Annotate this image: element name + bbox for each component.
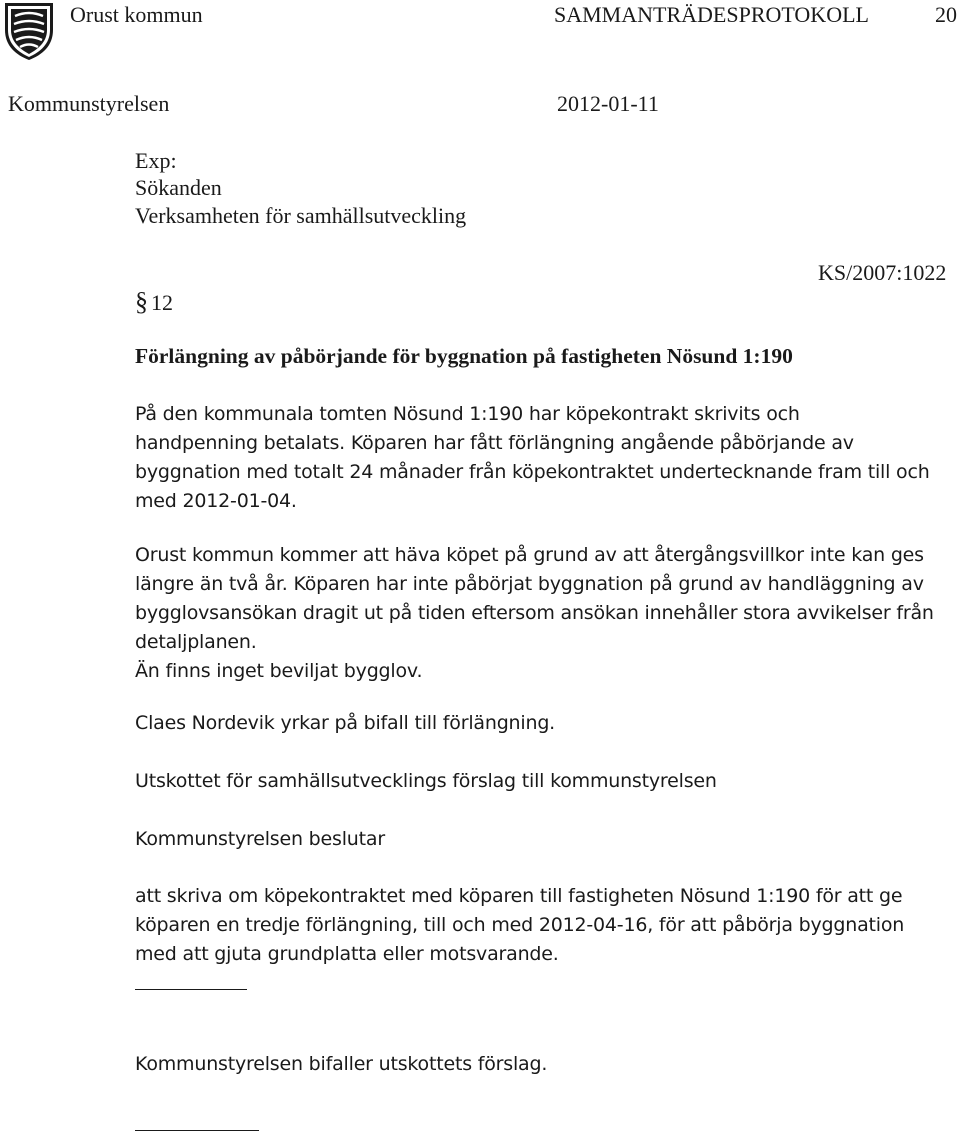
paragraph-decision-heading <box>135 825 955 854</box>
paragraph-line: med att gjuta grundplatta eller motsvarande. <box>135 943 559 965</box>
paragraph-line: köparen en tredje förlängning, till och med 2012-04-16, för att påbörja byggnation <box>135 914 905 936</box>
paragraph-line: längre än två år. Köparen har inte påbörjat byggnation på grund av handläggning av <box>135 573 924 595</box>
paragraph-line: byggnation med totalt 24 månader från köpekontraktet undertecknande fram till och <box>135 461 930 483</box>
expedition-recipient: Sökanden <box>135 175 222 200</box>
paragraph-line: Utskottet för samhällsutvecklings förslag till kommunstyrelsen <box>135 770 717 792</box>
paragraph-committee-proposal <box>135 767 955 796</box>
paragraph-motion <box>135 709 955 738</box>
expedition-recipient: Verksamheten för samhällsutveckling <box>135 203 467 228</box>
paragraph-background <box>135 400 955 516</box>
paragraph-line: Claes Nordevik yrkar på bifall till förlängning. <box>135 712 556 734</box>
case-number: KS/2007:1022 <box>818 260 947 285</box>
separator-rule <box>135 1130 259 1131</box>
paragraph-line: På den kommunala tomten Nösund 1:190 har köpekontrakt skrivits och <box>135 403 800 425</box>
page-title: Förlängning av påbörjande för byggnation på fastigheten Nösund 1:190 <box>135 344 793 368</box>
paragraph-line: Orust kommun kommer att häva köpet på grund av att återgångsvillkor inte kan ges <box>135 544 924 566</box>
paragraph-line: Än finns inget beviljat bygglov. <box>135 660 423 682</box>
page-number: 20 <box>935 2 957 27</box>
paragraph-line: med 2012-01-04. <box>135 490 297 512</box>
paragraph-decision <box>135 882 955 969</box>
separator-rule <box>135 989 247 990</box>
section-number: 12 <box>151 290 173 315</box>
coat-of-arms-icon <box>2 0 56 62</box>
paragraph-final-decision <box>135 1050 955 1079</box>
paragraph-line: Kommunstyrelsen bifaller utskottets förslag. <box>135 1053 548 1075</box>
paragraph-line: detaljplanen. <box>135 631 257 653</box>
paragraph-line: handpenning betalats. Köparen har fått förlängning angående påbörjande av <box>135 432 854 454</box>
header-body: Kommunstyrelsen <box>8 91 170 116</box>
paragraph-line: Kommunstyrelsen beslutar <box>135 828 385 850</box>
paragraph-line: att skriva om köpekontraktet med köparen till fastigheten Nösund 1:190 för att ge <box>135 885 903 907</box>
header-org: Orust kommun <box>70 2 203 27</box>
section-symbol: § <box>135 287 148 316</box>
meeting-date: 2012-01-11 <box>557 91 659 116</box>
paragraph-line: bygglovsansökan dragit ut på tiden eftersom ansökan innehåller stora avvikelser från <box>135 602 934 624</box>
header-doc-type: SAMMANTRÄDESPROTOKOLL <box>554 2 869 27</box>
expedition-label: Exp: <box>135 148 177 173</box>
paragraph-reason <box>135 541 955 686</box>
